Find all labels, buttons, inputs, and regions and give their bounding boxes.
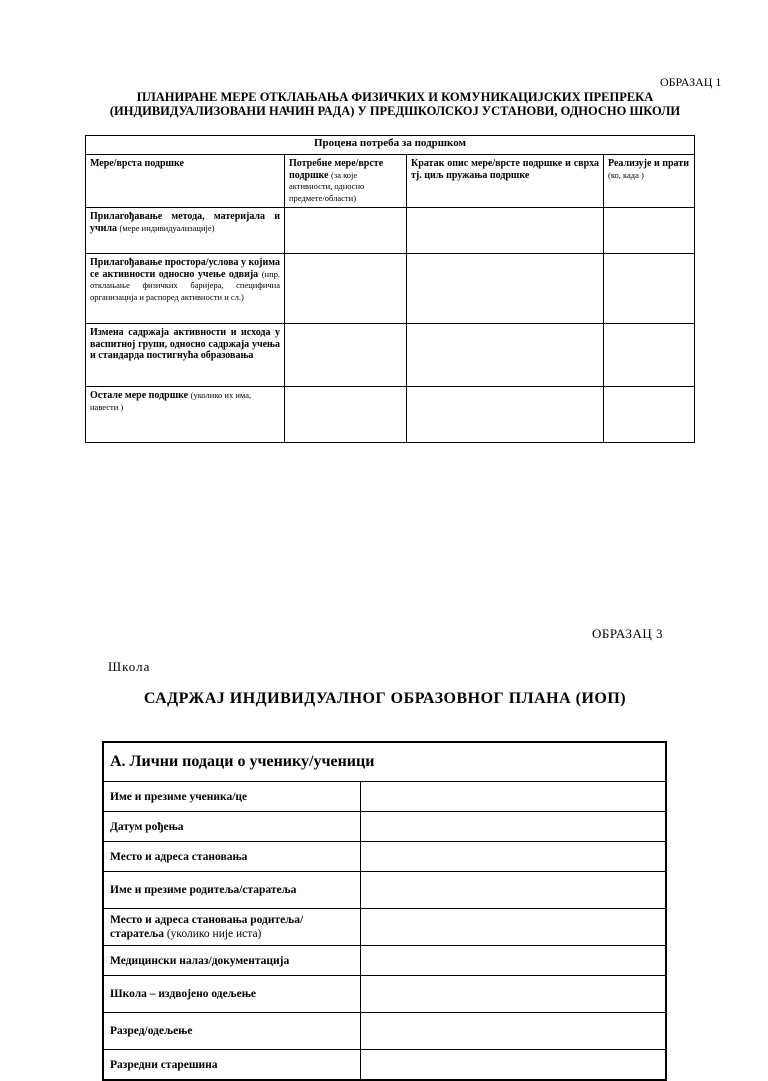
field-value[interactable] xyxy=(361,842,667,872)
table-header: Процена потреба за подршком xyxy=(86,136,695,155)
column-header: Мере/врста подршке xyxy=(86,155,285,208)
table-row-label: Прилагођавање метода, материјала и учила (мере индивидуализације) xyxy=(86,208,285,254)
field-label: Разредни старешина xyxy=(103,1050,361,1081)
support-needs-table xyxy=(85,135,695,443)
field-label: Име и презиме родитеља/старатеља xyxy=(103,872,361,909)
form3-title: САДРЖАЈ ИНДИВИДУАЛНОГ ОБРАЗОВНОГ ПЛАНА (ИОП) xyxy=(143,690,627,707)
table-cell[interactable] xyxy=(285,324,407,387)
field-value[interactable] xyxy=(361,976,667,1013)
field-value[interactable] xyxy=(361,946,667,976)
column-header: Потребне мере/врсте подршке (за које активности, односно предмете/области) xyxy=(285,155,407,208)
table-cell[interactable] xyxy=(407,254,604,324)
table-cell[interactable] xyxy=(285,387,407,443)
section-a-heading: А. Лични подаци о ученику/ученици xyxy=(103,742,666,782)
table-cell[interactable] xyxy=(604,208,695,254)
field-label: Место и адреса становања xyxy=(103,842,361,872)
form3-label: ОБРАЗАЦ 3 xyxy=(592,626,664,641)
field-label: Датум рођења xyxy=(103,812,361,842)
table-cell[interactable] xyxy=(604,324,695,387)
table-row-label: Остале мере подршке (уколико их има, навести ) xyxy=(86,387,285,443)
field-value[interactable] xyxy=(361,782,667,812)
column-header: Кратак опис мере/врсте подршке и сврха тј. циљ пружања подршке xyxy=(407,155,604,208)
form1-label: ОБРАЗАЦ 1 xyxy=(660,75,722,89)
field-label: Медицински налаз/документација xyxy=(103,946,361,976)
field-value[interactable] xyxy=(361,872,667,909)
table-row-label: Измена садржаја активности и исхода у васпитној групи, односно садржаја учења и стандарда постигнућа образовања xyxy=(86,324,285,387)
form1-title xyxy=(90,90,700,118)
field-value[interactable] xyxy=(361,1050,667,1081)
form1-title-line1: ПЛАНИРАНЕ МЕРЕ ОТКЛАЊАЊА ФИЗИЧКИХ И КОМУНИКАЦИЈСКИХ ПРЕПРЕКА xyxy=(136,90,654,104)
field-value[interactable] xyxy=(361,1013,667,1050)
table-cell[interactable] xyxy=(604,387,695,443)
table-cell[interactable] xyxy=(407,324,604,387)
table-cell[interactable] xyxy=(407,387,604,443)
table-cell[interactable] xyxy=(285,254,407,324)
table-cell[interactable] xyxy=(407,208,604,254)
school-label: Школа xyxy=(108,659,151,674)
table-row-label: Прилагођавање простора/услова у којима се активности односно учење одвија (нпр. отклањање физичких баријера, специфична организација и распоред активности и сл.) xyxy=(86,254,285,324)
field-label: Име и презиме ученика/це xyxy=(103,782,361,812)
field-label: Школа – издвојено одељење xyxy=(103,976,361,1013)
column-header: Реализује и прати (ко, када ) xyxy=(604,155,695,208)
table-cell[interactable] xyxy=(604,254,695,324)
field-value[interactable] xyxy=(361,909,667,946)
field-value[interactable] xyxy=(361,812,667,842)
table-cell[interactable] xyxy=(285,208,407,254)
personal-data-table xyxy=(102,741,667,1081)
field-label: Разред/одељење xyxy=(103,1013,361,1050)
form1-title-line2: (ИНДИВИДУАЛИЗОВАНИ НАЧИН РАДА) У ПРЕДШКОЛСКОЈ УСТАНОВИ, ОДНОСНО ШКОЛИ xyxy=(109,104,681,118)
field-label: Место и адреса становања родитеља/старатеља (уколико није иста) xyxy=(103,909,361,946)
